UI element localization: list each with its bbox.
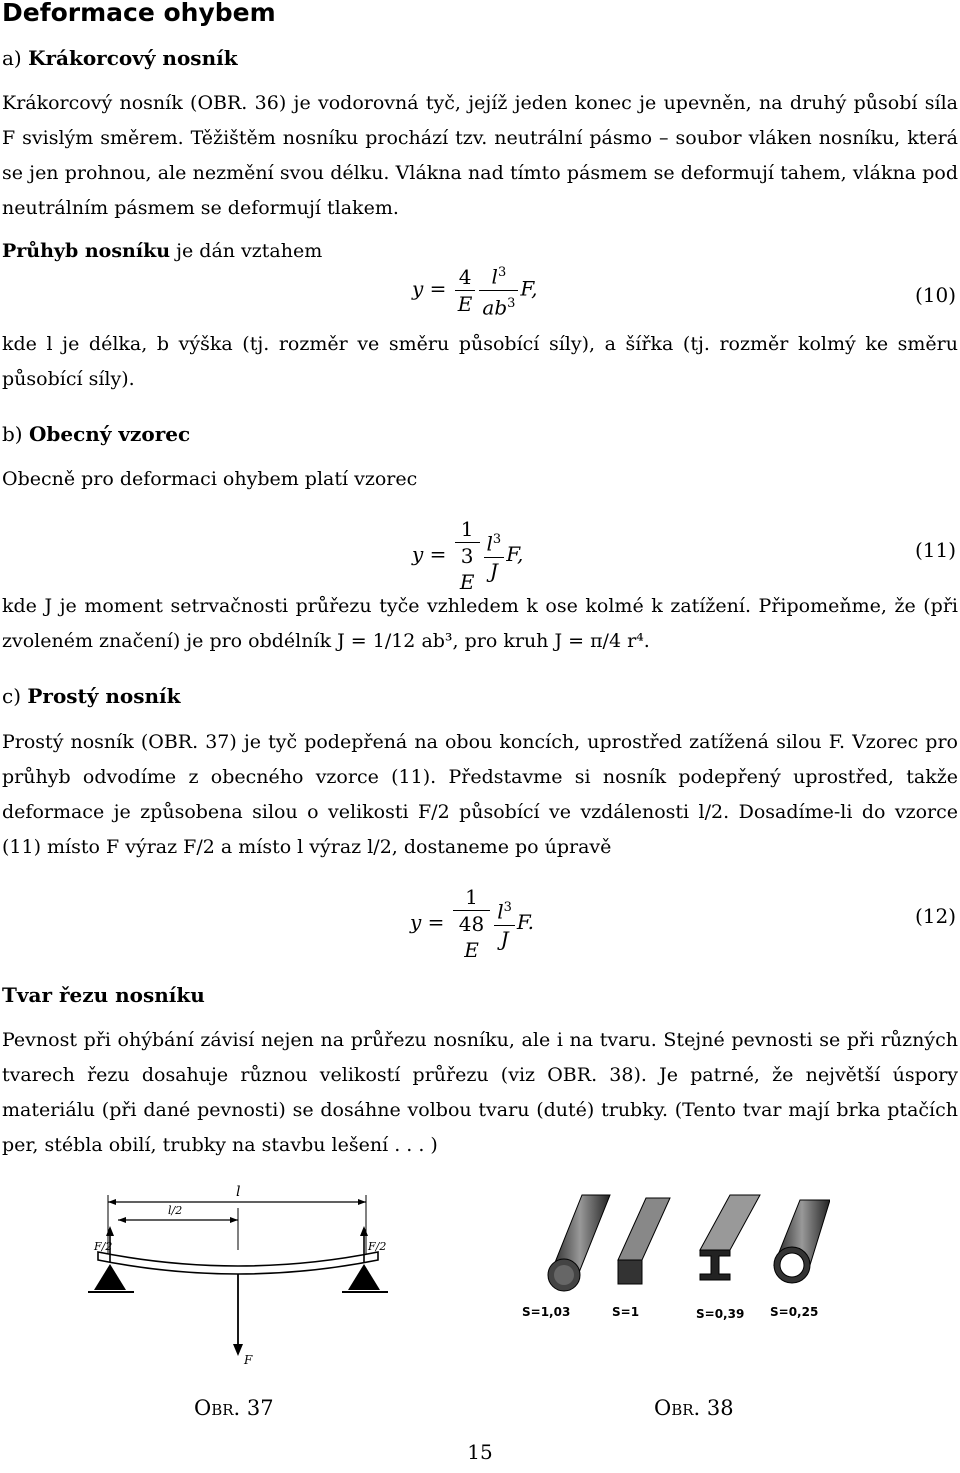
fig38-i-beam [700,1195,760,1280]
fig37-beam [98,1252,378,1274]
section-d-title: Tvar řezu nosníku [2,983,205,1007]
fig37-length-label: l [236,1184,241,1200]
fig38-label-ibeam: S=0,39 [696,1307,745,1321]
fig37-left-support [94,1264,126,1290]
equation-12: y = 1 48 E $\frac{l^3}{J}$ F. [410,885,535,962]
section-c-title: Prostý nosník [27,684,181,708]
fig37-right-force-label: F/2 [368,1240,387,1253]
section-d-heading [2,983,205,1007]
paragraph-variables-text: kde l je délka, b výška (tj. rozměr ve směru působící síly), a šířka (tj. rozměr kolmý ke směru působící síly). [2,333,958,390]
paragraph-shape-text: Pevnost při ohýbání závisí nejen na průřezu nosníku, ale i na tvaru. Stejné pevnosti se při různých tvarech řezu dosahuje různou velikostí průřezu (viz OBR. 38). Je patrné, že největší úspory materiálu (při dané pevnosti) se dosáhne volbou tvaru (duté) trubky. (Tento tvar mají brka ptačích per, stébla obilí, trubky na stavbu lešení . . . ) [2,1029,958,1156]
paragraph-simple-beam [2,725,958,865]
fig37-right-support [348,1264,380,1290]
section-b-heading [2,422,190,446]
page-number: 15 [467,1440,493,1464]
section-b-prefix: b) [2,422,23,446]
paragraph-simple-beam-text: Prostý nosník (OBR. 37) je tyč podepřená na obou koncích, uprostřed zatížená silou F. Vzorec pro průhyb odvodíme z obecného vzorce (11). Představme si nosník podepřený uprostřed, takže deformace je způsobena silou o velikosti F/2 působící ve vzdálenosti l/2. Dosadíme-li do vzorce (11) místo F výraz F/2 a místo l výraz l/2, dostaneme po úpravě [2,731,958,858]
fig38-square-bar [618,1198,670,1284]
section-b-title: Obecný vzorec [28,422,191,446]
fig37-center-force-label: F [244,1353,253,1367]
equation-12-number: (12) [914,904,956,928]
fig38-label-round: S=1,03 [522,1305,571,1319]
fig37-left-force-label: F/2 [94,1240,113,1253]
paragraph-intro [2,86,958,226]
paragraph-variables [2,327,958,397]
figure-38-cross-sections [520,1180,830,1380]
figure-37-beam-diagram [88,1180,388,1380]
figure-37-caption: Obr. 37 [194,1396,274,1420]
paragraph-general-text: Obecně pro deformaci ohybem platí vzorec [2,468,418,490]
paragraph-moment-text: kde J je moment setrvačnosti průřezu tyče vzhledem k ose kolmé k zatížení. Připomeňme, že (při zvoleném značení) je pro obdélník J = 1/12 ab³, pro kruh J = π/4 r⁴. [2,595,958,652]
figure-38-caption: Obr. 38 [654,1396,734,1420]
equation-11-number: (11) [914,538,956,562]
paragraph-intro-text: Krákorcový nosník (OBR. 36) je vodorovná tyč, jejíž jeden konec je upevněn, na druhý působí síla F svislým směrem. Těžištěm nosníku prochází tzv. neutrální pásmo – soubor vláken nosníku, která se jen prohnou, ale nezmění svou délku. Vlákna nad tímto pásmem se deformují tahem, vlákna pod neutrálním pásmem se deformují tlakem. [2,92,958,219]
equation-11: y = 1 3 E $\frac{l^3}{J}$ F, [412,517,524,594]
deflection-term: Průhyb nosníku [2,240,171,262]
section-a-prefix: a) [2,46,22,70]
section-c-prefix: c) [2,684,22,708]
section-a-heading [2,46,238,70]
page-title: Deformace ohybem [2,0,276,27]
fig38-round-bar [548,1195,610,1291]
fig37-half-length-label: l/2 [168,1204,183,1217]
section-a-title: Krákorcový nosník [28,46,238,70]
deflection-rest: je dán vztahem [170,240,323,262]
paragraph-shape [2,1023,958,1163]
paragraph-moment [2,589,958,659]
section-c-heading [2,684,181,708]
fig38-label-tube: S=0,25 [770,1305,819,1319]
paragraph-general [2,462,958,497]
fig38-label-square: S=1 [612,1305,640,1319]
fig38-hollow-tube [774,1200,830,1283]
equation-10: y = $\frac{4}{E}$ $\frac{l^3}{ab^3}$ F, [412,260,538,320]
equation-10-number: (10) [914,283,956,307]
